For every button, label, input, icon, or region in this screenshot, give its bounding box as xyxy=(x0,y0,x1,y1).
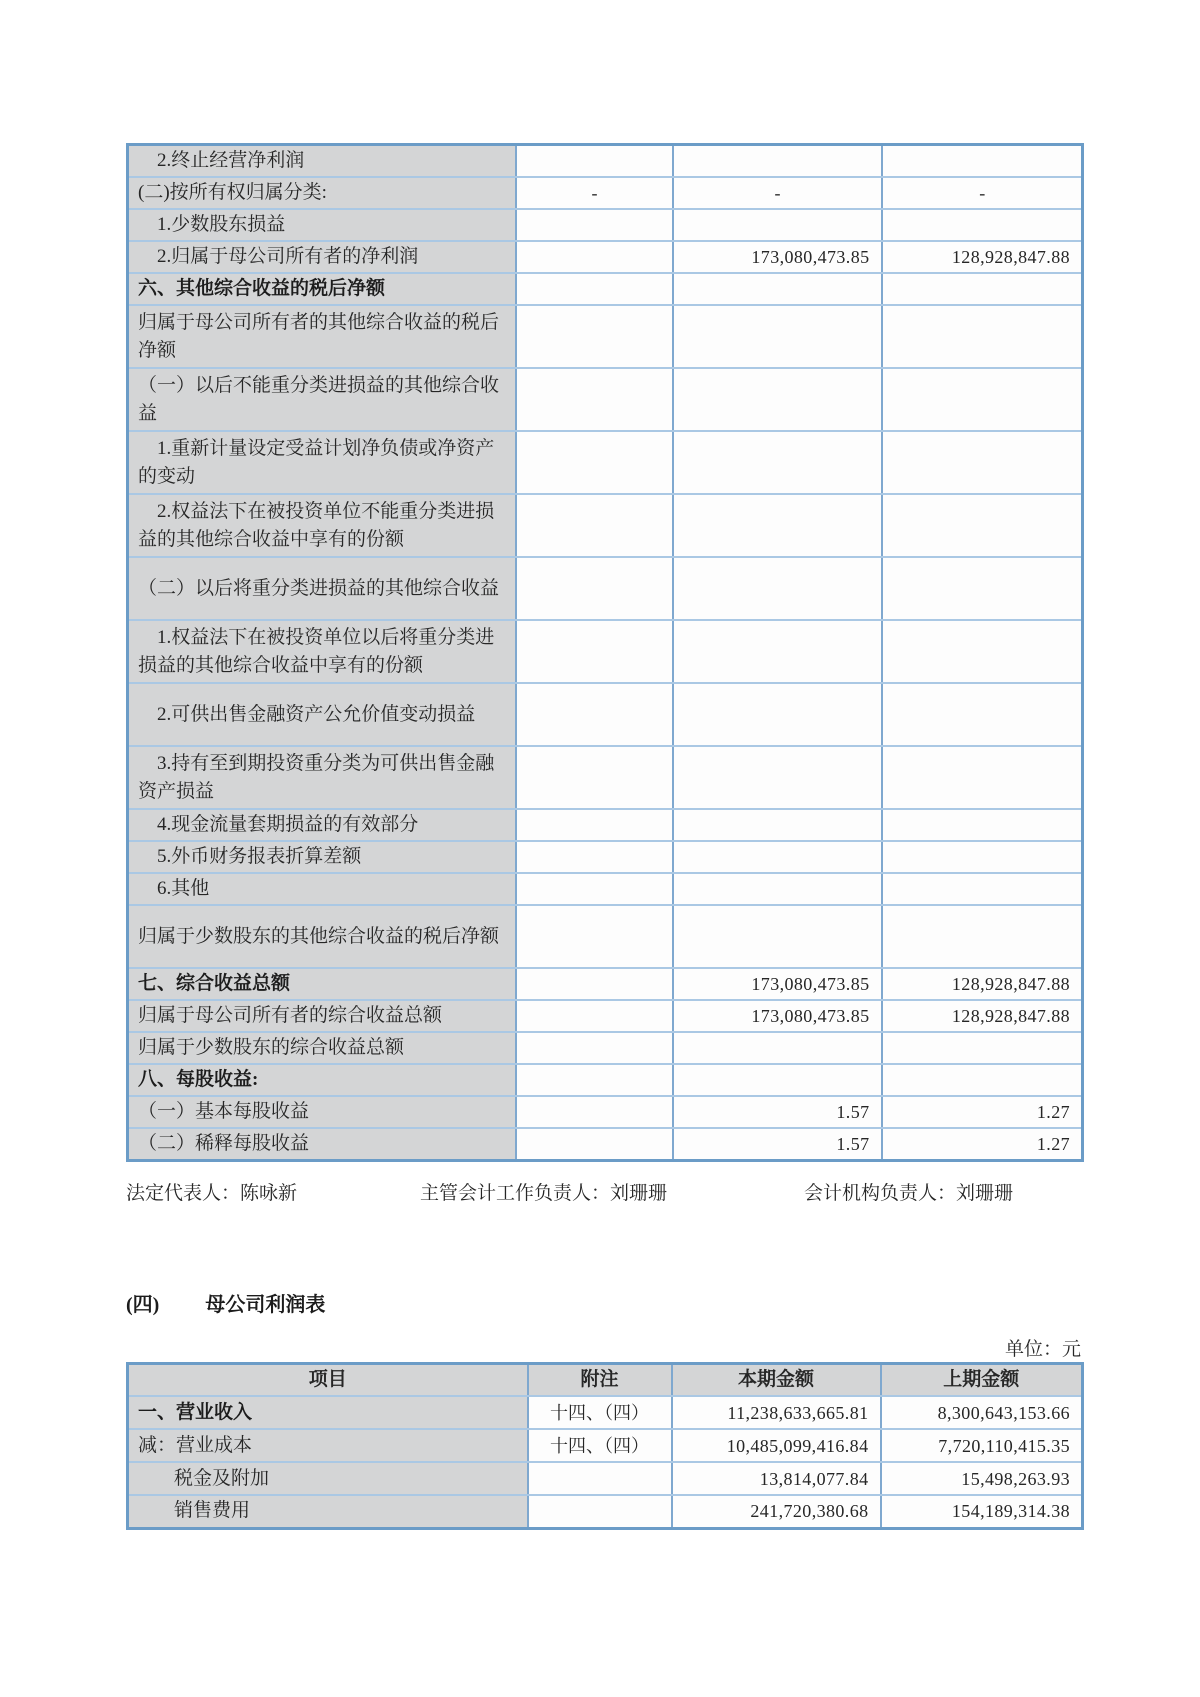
table-row xyxy=(128,273,1083,305)
item-cell: 销售费用 xyxy=(128,1495,528,1528)
current-period-cell xyxy=(673,145,882,178)
current-period-cell xyxy=(673,873,882,905)
prior-period-cell xyxy=(882,841,1083,873)
current-period-cell xyxy=(673,209,882,241)
current-period-cell: - xyxy=(673,177,882,209)
current-period-cell xyxy=(673,746,882,809)
section-number: (四) xyxy=(126,1294,160,1316)
note-cell xyxy=(516,1064,673,1096)
table-row xyxy=(128,620,1083,683)
current-period-cell: 173,080,473.85 xyxy=(673,241,882,273)
note-cell xyxy=(516,241,673,273)
current-period-cell: 241,720,380.68 xyxy=(672,1495,881,1528)
note-cell: - xyxy=(516,177,673,209)
item-cell: 八、每股收益: xyxy=(128,1064,516,1096)
signature-line xyxy=(126,1178,1086,1206)
prior-period-cell xyxy=(882,1032,1083,1064)
table-row xyxy=(128,1462,1083,1495)
current-period-cell xyxy=(673,494,882,557)
note-cell: 十四、（四） xyxy=(528,1396,672,1429)
table-row xyxy=(128,905,1083,968)
current-period-cell xyxy=(673,368,882,431)
current-period-cell: 13,814,077.84 xyxy=(672,1462,881,1495)
current-period-cell xyxy=(673,305,882,368)
note-cell xyxy=(516,209,673,241)
current-period-cell: 10,485,099,416.84 xyxy=(672,1429,881,1462)
current-period-cell xyxy=(673,809,882,841)
prior-period-cell: - xyxy=(882,177,1083,209)
item-cell: 七、综合收益总额 xyxy=(128,968,516,1000)
prior-period-cell xyxy=(882,273,1083,305)
prior-period-cell xyxy=(882,305,1083,368)
table-row xyxy=(128,809,1083,841)
table-row xyxy=(128,1396,1083,1429)
note-cell xyxy=(516,305,673,368)
table-row xyxy=(128,368,1083,431)
prior-period-cell xyxy=(882,620,1083,683)
column-header: 本期金额 xyxy=(672,1364,881,1397)
item-cell: （二）稀释每股收益 xyxy=(128,1128,516,1161)
item-cell: 4.现金流量套期损益的有效部分 xyxy=(128,809,516,841)
unit-label: 单位：元 xyxy=(1004,1339,1081,1360)
note-cell xyxy=(516,620,673,683)
table-row xyxy=(128,494,1083,557)
table-row xyxy=(128,1096,1083,1128)
item-cell: (二)按所有权归属分类: xyxy=(128,177,516,209)
income-statement-body xyxy=(128,145,1083,1161)
note-cell xyxy=(516,557,673,620)
table-row xyxy=(128,177,1083,209)
note-cell xyxy=(528,1462,672,1495)
table-row xyxy=(128,1064,1083,1096)
table-row xyxy=(128,968,1083,1000)
note-cell xyxy=(516,746,673,809)
prior-period-cell xyxy=(882,557,1083,620)
current-period-cell xyxy=(673,620,882,683)
item-cell: 5.外币财务报表折算差额 xyxy=(128,841,516,873)
note-cell xyxy=(516,431,673,494)
item-cell: 归属于母公司所有者的综合收益总额 xyxy=(128,1000,516,1032)
prior-period-cell xyxy=(882,368,1083,431)
prior-period-cell: 8,300,643,153.66 xyxy=(881,1396,1083,1429)
current-period-cell xyxy=(673,683,882,746)
table-row xyxy=(128,431,1083,494)
note-cell xyxy=(516,905,673,968)
table-row xyxy=(128,557,1083,620)
current-period-cell xyxy=(673,273,882,305)
consolidated-income-statement-table xyxy=(126,143,1084,1162)
current-period-cell: 1.57 xyxy=(673,1128,882,1161)
current-period-cell: 1.57 xyxy=(673,1096,882,1128)
column-header: 上期金额 xyxy=(881,1364,1083,1397)
current-period-cell: 173,080,473.85 xyxy=(673,1000,882,1032)
section-title: 母公司利润表 xyxy=(205,1294,326,1316)
note-cell xyxy=(516,1128,673,1161)
item-cell: 1.少数股东损益 xyxy=(128,209,516,241)
prior-period-cell: 1.27 xyxy=(882,1128,1083,1161)
note-cell xyxy=(516,683,673,746)
item-cell: 六、其他综合收益的税后净额 xyxy=(128,273,516,305)
parent-income-statement-body xyxy=(128,1396,1083,1528)
prior-period-cell xyxy=(882,145,1083,178)
item-cell: 2.归属于母公司所有者的净利润 xyxy=(128,241,516,273)
prior-period-cell xyxy=(882,809,1083,841)
item-cell: 归属于母公司所有者的其他综合收益的税后净额 xyxy=(128,305,516,368)
table-row xyxy=(128,209,1083,241)
note-cell xyxy=(516,1032,673,1064)
legal-representative-text: 法定代表人：陈咏新 xyxy=(126,1183,298,1204)
table-row xyxy=(128,145,1083,178)
table-row xyxy=(128,1495,1083,1528)
section-heading xyxy=(126,1288,325,1317)
table-row xyxy=(128,1032,1083,1064)
item-cell: 归属于少数股东的综合收益总额 xyxy=(128,1032,516,1064)
item-cell: 2.可供出售金融资产公允价值变动损益 xyxy=(128,683,516,746)
note-cell xyxy=(516,145,673,178)
prior-period-cell xyxy=(882,494,1083,557)
prior-period-cell: 154,189,314.38 xyxy=(881,1495,1083,1528)
prior-period-cell: 1.27 xyxy=(882,1096,1083,1128)
current-period-cell xyxy=(673,557,882,620)
item-cell: 2.权益法下在被投资单位不能重分类进损益的其他综合收益中享有的份额 xyxy=(128,494,516,557)
prior-period-cell xyxy=(882,209,1083,241)
table-row xyxy=(128,841,1083,873)
note-cell xyxy=(528,1495,672,1528)
note-cell xyxy=(516,1000,673,1032)
current-period-cell xyxy=(673,1064,882,1096)
current-period-cell xyxy=(673,905,882,968)
prior-period-cell xyxy=(882,873,1083,905)
item-cell: 税金及附加 xyxy=(128,1462,528,1495)
item-cell: 一、营业收入 xyxy=(128,1396,528,1429)
table-row xyxy=(128,241,1083,273)
item-cell: （二）以后将重分类进损益的其他综合收益 xyxy=(128,557,516,620)
note-cell xyxy=(516,809,673,841)
table-row xyxy=(128,873,1083,905)
item-cell: 3.持有至到期投资重分类为可供出售金融资产损益 xyxy=(128,746,516,809)
current-period-cell xyxy=(673,431,882,494)
item-cell: 减：营业成本 xyxy=(128,1429,528,1462)
current-period-cell xyxy=(673,841,882,873)
note-cell xyxy=(516,273,673,305)
item-cell: 归属于少数股东的其他综合收益的税后净额 xyxy=(128,905,516,968)
chief-accounting-officer-text: 主管会计工作负责人：刘珊珊 xyxy=(420,1183,668,1204)
prior-period-cell xyxy=(882,1064,1083,1096)
column-header: 附注 xyxy=(528,1364,672,1397)
parent-company-income-statement-table xyxy=(126,1362,1084,1530)
item-cell: 1.权益法下在被投资单位以后将重分类进损益的其他综合收益中享有的份额 xyxy=(128,620,516,683)
table-row xyxy=(128,1128,1083,1161)
prior-period-cell xyxy=(882,431,1083,494)
prior-period-cell: 15,498,263.93 xyxy=(881,1462,1083,1495)
item-cell: （一）基本每股收益 xyxy=(128,1096,516,1128)
prior-period-cell xyxy=(882,746,1083,809)
table-row xyxy=(128,305,1083,368)
table-row xyxy=(128,746,1083,809)
note-cell xyxy=(516,494,673,557)
column-header: 项目 xyxy=(128,1364,528,1397)
prior-period-cell: 7,720,110,415.35 xyxy=(881,1429,1083,1462)
note-cell xyxy=(516,841,673,873)
table-row xyxy=(128,683,1083,746)
note-cell xyxy=(516,968,673,1000)
accounting-department-head-text: 会计机构负责人：刘珊珊 xyxy=(804,1183,1014,1204)
prior-period-cell: 128,928,847.88 xyxy=(882,241,1083,273)
note-cell: 十四、（四） xyxy=(528,1429,672,1462)
prior-period-cell: 128,928,847.88 xyxy=(882,1000,1083,1032)
note-cell xyxy=(516,873,673,905)
item-cell: 2.终止经营净利润 xyxy=(128,145,516,178)
item-cell: （一）以后不能重分类进损益的其他综合收益 xyxy=(128,368,516,431)
prior-period-cell: 128,928,847.88 xyxy=(882,968,1083,1000)
prior-period-cell xyxy=(882,683,1083,746)
note-cell xyxy=(516,1096,673,1128)
current-period-cell xyxy=(673,1032,882,1064)
note-cell xyxy=(516,368,673,431)
parent-income-statement-header xyxy=(128,1364,1083,1397)
current-period-cell: 11,238,633,665.81 xyxy=(672,1396,881,1429)
prior-period-cell xyxy=(882,905,1083,968)
header-row xyxy=(128,1364,1083,1397)
current-period-cell: 173,080,473.85 xyxy=(673,968,882,1000)
table-row xyxy=(128,1429,1083,1462)
item-cell: 1.重新计量设定受益计划净负债或净资产的变动 xyxy=(128,431,516,494)
table-row xyxy=(128,1000,1083,1032)
item-cell: 6.其他 xyxy=(128,873,516,905)
